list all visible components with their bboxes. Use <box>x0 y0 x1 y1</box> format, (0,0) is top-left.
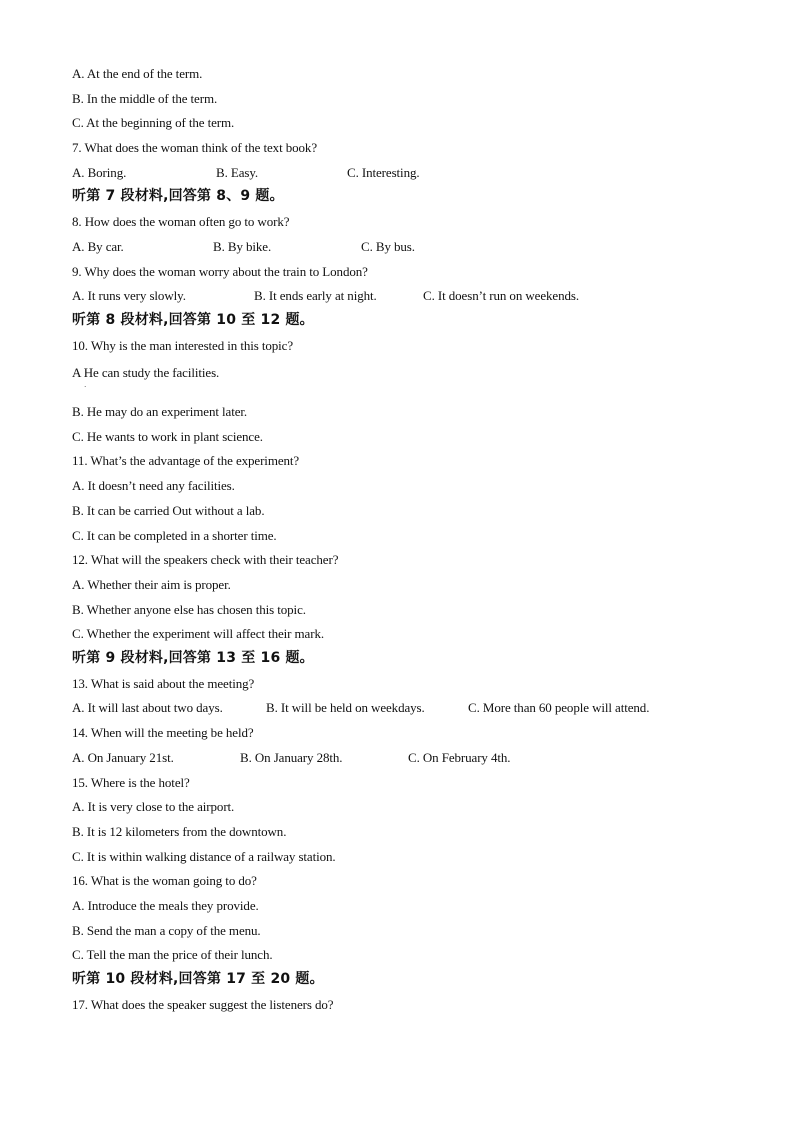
question-8: 8. How does the woman often go to work? <box>72 214 290 229</box>
option-line: C. Tell the man the price of their lunch. <box>72 947 273 962</box>
question-14: 14. When will the meeting be held? <box>72 725 254 740</box>
option-line: B. In the middle of the term. <box>72 91 218 106</box>
question-17: 17. What does the speaker suggest the listeners do? <box>72 997 334 1012</box>
option-a: A. It will last about two days. <box>72 700 223 715</box>
option-line: A. It doesn’t need any facilities. <box>72 478 235 493</box>
question-9: 9. Why does the woman worry about the train to London? <box>72 264 368 279</box>
option-c: C. It doesn’t run on weekends. <box>423 288 579 303</box>
section-heading-7: 听第 7 段材料,回答第 8、9 题。 <box>72 188 284 204</box>
question-13: 13. What is said about the meeting? <box>72 676 255 691</box>
option-line: C. At the beginning of the term. <box>72 115 235 130</box>
question-15: 15. Where is the hotel? <box>72 775 190 790</box>
section-heading-9: 听第 9 段材料,回答第 13 至 16 题。 <box>72 650 314 666</box>
option-line: B. Send the man a copy of the menu. <box>72 923 261 938</box>
option-line: B. Whether anyone else has chosen this topic. <box>72 602 306 617</box>
option-c: C. Interesting. <box>347 165 420 180</box>
option-line: A. Introduce the meals they provide. <box>72 898 259 913</box>
question-10: 10. Why is the man interested in this topic? <box>72 338 294 353</box>
option-b: B. By bike. <box>213 239 272 254</box>
stray-dot: · <box>84 383 87 391</box>
option-a: A. On January 21st. <box>72 750 174 765</box>
option-b: B. Easy. <box>216 165 259 180</box>
option-b: B. It ends early at night. <box>254 288 377 303</box>
question-7: 7. What does the woman think of the text book? <box>72 140 317 155</box>
question-12: 12. What will the speakers check with their teacher? <box>72 552 339 567</box>
option-c: C. More than 60 people will attend. <box>468 700 650 715</box>
option-line: C. It is within walking distance of a railway station. <box>72 849 336 864</box>
option-line: B. It can be carried Out without a lab. <box>72 503 265 518</box>
option-line: B. He may do an experiment later. <box>72 404 248 419</box>
option-a: A. Boring. <box>72 165 127 180</box>
option-b: B. It will be held on weekdays. <box>266 700 425 715</box>
option-line: A. It is very close to the airport. <box>72 799 235 814</box>
option-a: A. It runs very slowly. <box>72 288 186 303</box>
option-line: B. It is 12 kilometers from the downtown. <box>72 824 287 839</box>
option-line: C. He wants to work in plant science. <box>72 429 263 444</box>
option-line: A He can study the facilities. <box>72 365 220 380</box>
option-line: A. At the end of the term. <box>72 66 203 81</box>
question-16: 16. What is the woman going to do? <box>72 873 257 888</box>
option-c: C. By bus. <box>361 239 415 254</box>
question-11: 11. What’s the advantage of the experiment? <box>72 453 300 468</box>
option-line: A. Whether their aim is proper. <box>72 577 231 592</box>
option-c: C. On February 4th. <box>408 750 511 765</box>
option-line: C. It can be completed in a shorter time. <box>72 528 277 543</box>
option-b: B. On January 28th. <box>240 750 343 765</box>
section-heading-8: 听第 8 段材料,回答第 10 至 12 题。 <box>72 312 314 328</box>
option-line: C. Whether the experiment will affect their mark. <box>72 626 324 641</box>
option-a: A. By car. <box>72 239 124 254</box>
section-heading-10: 听第 10 段材料,回答第 17 至 20 题。 <box>72 971 324 987</box>
